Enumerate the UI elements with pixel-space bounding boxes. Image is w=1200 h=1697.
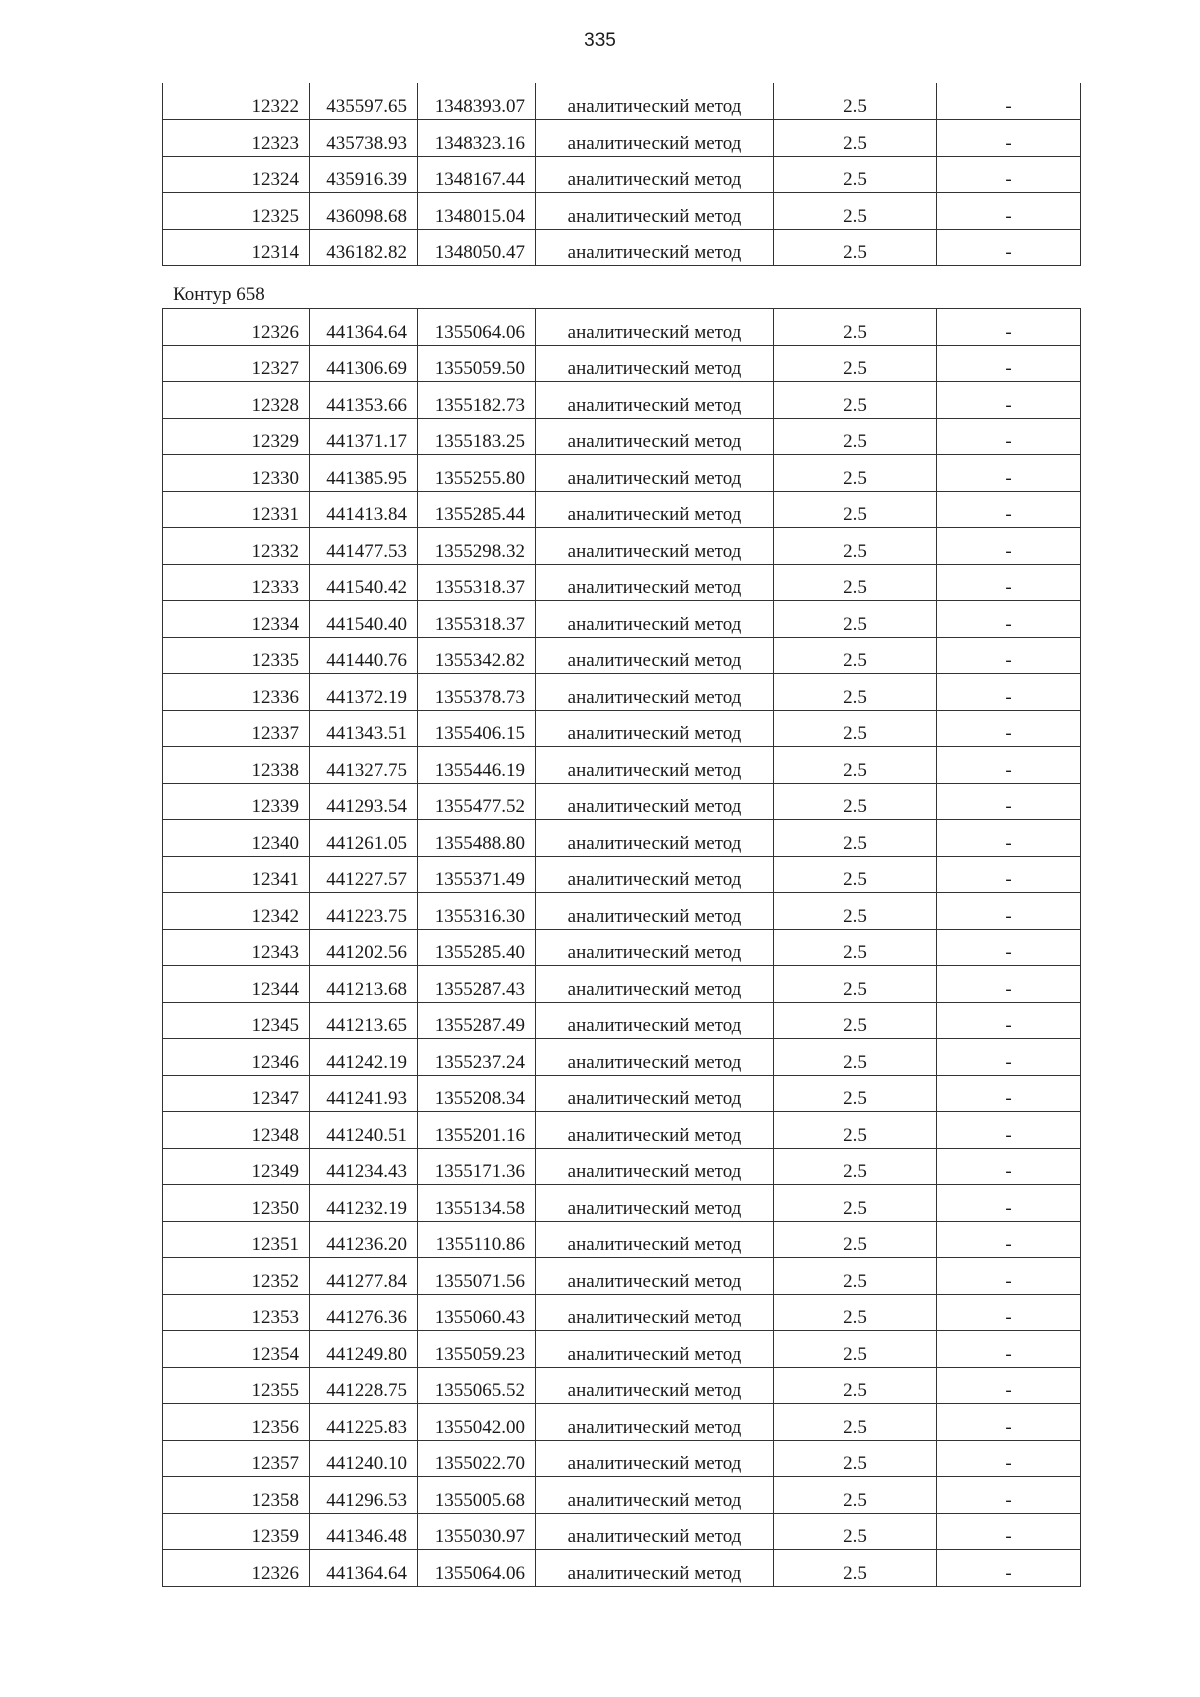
description-cell: - [937, 1294, 1081, 1331]
y-coordinate-cell: 1355042.00 [418, 1404, 536, 1441]
point-number-cell: 12329 [163, 418, 310, 455]
table-row [163, 1550, 1081, 1587]
x-coordinate-cell: 436098.68 [310, 193, 418, 230]
table-row [163, 1513, 1081, 1550]
table-row [163, 1075, 1081, 1112]
table-row [163, 1148, 1081, 1185]
method-cell: аналитический метод [536, 929, 774, 966]
precision-cell: 2.5 [774, 528, 937, 565]
description-cell: - [937, 1002, 1081, 1039]
x-coordinate-cell: 441242.19 [310, 1039, 418, 1076]
description-cell: - [937, 1513, 1081, 1550]
x-coordinate-cell: 441232.19 [310, 1185, 418, 1222]
table-row [163, 1039, 1081, 1076]
precision-cell: 2.5 [774, 820, 937, 857]
description-cell: - [937, 929, 1081, 966]
precision-cell: 2.5 [774, 1039, 937, 1076]
table-row [163, 1185, 1081, 1222]
table-row [163, 820, 1081, 857]
x-coordinate-cell: 441261.05 [310, 820, 418, 857]
description-cell: - [937, 309, 1081, 346]
description-cell: - [937, 856, 1081, 893]
method-cell: аналитический метод [536, 382, 774, 419]
description-cell: - [937, 229, 1081, 266]
y-coordinate-cell: 1355208.34 [418, 1075, 536, 1112]
y-coordinate-cell: 1355287.43 [418, 966, 536, 1003]
precision-cell: 2.5 [774, 193, 937, 230]
point-number-cell: 12356 [163, 1404, 310, 1441]
coordinates-table-continued [162, 83, 1081, 266]
precision-cell: 2.5 [774, 229, 937, 266]
method-cell: аналитический метод [536, 345, 774, 382]
x-coordinate-cell: 441202.56 [310, 929, 418, 966]
precision-cell: 2.5 [774, 1002, 937, 1039]
precision-cell: 2.5 [774, 637, 937, 674]
table-row [163, 856, 1081, 893]
precision-cell: 2.5 [774, 120, 937, 157]
table-row [163, 1112, 1081, 1149]
point-number-cell: 12344 [163, 966, 310, 1003]
method-cell: аналитический метод [536, 418, 774, 455]
point-number-cell: 12352 [163, 1258, 310, 1295]
table-row [163, 229, 1081, 266]
point-number-cell: 12339 [163, 783, 310, 820]
method-cell: аналитический метод [536, 1185, 774, 1222]
point-number-cell: 12332 [163, 528, 310, 565]
x-coordinate-cell: 441364.64 [310, 309, 418, 346]
description-cell: - [937, 1039, 1081, 1076]
description-cell: - [937, 783, 1081, 820]
precision-cell: 2.5 [774, 1221, 937, 1258]
table-row [163, 601, 1081, 638]
table-row [163, 637, 1081, 674]
description-cell: - [937, 382, 1081, 419]
precision-cell: 2.5 [774, 1185, 937, 1222]
precision-cell: 2.5 [774, 893, 937, 930]
x-coordinate-cell: 441540.42 [310, 564, 418, 601]
description-cell: - [937, 83, 1081, 120]
y-coordinate-cell: 1355298.32 [418, 528, 536, 565]
method-cell: аналитический метод [536, 1039, 774, 1076]
point-number-cell: 12347 [163, 1075, 310, 1112]
table-row [163, 382, 1081, 419]
description-cell: - [937, 156, 1081, 193]
description-cell: - [937, 528, 1081, 565]
description-cell: - [937, 345, 1081, 382]
point-number-cell: 12336 [163, 674, 310, 711]
description-cell: - [937, 674, 1081, 711]
description-cell: - [937, 564, 1081, 601]
table-row [163, 1367, 1081, 1404]
description-cell: - [937, 120, 1081, 157]
precision-cell: 2.5 [774, 382, 937, 419]
x-coordinate-cell: 435597.65 [310, 83, 418, 120]
precision-cell: 2.5 [774, 1331, 937, 1368]
description-cell: - [937, 1148, 1081, 1185]
point-number-cell: 12335 [163, 637, 310, 674]
point-number-cell: 12333 [163, 564, 310, 601]
table-row [163, 83, 1081, 120]
point-number-cell: 12325 [163, 193, 310, 230]
x-coordinate-cell: 441346.48 [310, 1513, 418, 1550]
x-coordinate-cell: 441306.69 [310, 345, 418, 382]
method-cell: аналитический метод [536, 1294, 774, 1331]
point-number-cell: 12324 [163, 156, 310, 193]
method-cell: аналитический метод [536, 783, 774, 820]
precision-cell: 2.5 [774, 856, 937, 893]
table-row [163, 1440, 1081, 1477]
point-number-cell: 12346 [163, 1039, 310, 1076]
method-cell: аналитический метод [536, 856, 774, 893]
x-coordinate-cell: 435738.93 [310, 120, 418, 157]
description-cell: - [937, 966, 1081, 1003]
table-row [163, 345, 1081, 382]
description-cell: - [937, 418, 1081, 455]
y-coordinate-cell: 1355488.80 [418, 820, 536, 857]
table-row [163, 156, 1081, 193]
y-coordinate-cell: 1348050.47 [418, 229, 536, 266]
method-cell: аналитический метод [536, 193, 774, 230]
precision-cell: 2.5 [774, 156, 937, 193]
table-row [163, 747, 1081, 784]
table-row [163, 120, 1081, 157]
description-cell: - [937, 710, 1081, 747]
x-coordinate-cell: 441540.40 [310, 601, 418, 638]
y-coordinate-cell: 1355316.30 [418, 893, 536, 930]
y-coordinate-cell: 1348015.04 [418, 193, 536, 230]
method-cell: аналитический метод [536, 528, 774, 565]
method-cell: аналитический метод [536, 1367, 774, 1404]
x-coordinate-cell: 441296.53 [310, 1477, 418, 1514]
x-coordinate-cell: 441371.17 [310, 418, 418, 455]
point-number-cell: 12326 [163, 1550, 310, 1587]
precision-cell: 2.5 [774, 747, 937, 784]
precision-cell: 2.5 [774, 1148, 937, 1185]
precision-cell: 2.5 [774, 966, 937, 1003]
table-row [163, 528, 1081, 565]
method-cell: аналитический метод [536, 893, 774, 930]
precision-cell: 2.5 [774, 1112, 937, 1149]
description-cell: - [937, 637, 1081, 674]
y-coordinate-cell: 1355005.68 [418, 1477, 536, 1514]
description-cell: - [937, 747, 1081, 784]
description-cell: - [937, 820, 1081, 857]
method-cell: аналитический метод [536, 309, 774, 346]
method-cell: аналитический метод [536, 820, 774, 857]
x-coordinate-cell: 441241.93 [310, 1075, 418, 1112]
precision-cell: 2.5 [774, 1258, 937, 1295]
table-row [163, 418, 1081, 455]
precision-cell: 2.5 [774, 1513, 937, 1550]
point-number-cell: 12322 [163, 83, 310, 120]
x-coordinate-cell: 441353.66 [310, 382, 418, 419]
y-coordinate-cell: 1355318.37 [418, 601, 536, 638]
table-row [163, 491, 1081, 528]
x-coordinate-cell: 441413.84 [310, 491, 418, 528]
point-number-cell: 12330 [163, 455, 310, 492]
precision-cell: 2.5 [774, 491, 937, 528]
point-number-cell: 12331 [163, 491, 310, 528]
point-number-cell: 12338 [163, 747, 310, 784]
x-coordinate-cell: 441277.84 [310, 1258, 418, 1295]
table-row [163, 1258, 1081, 1295]
y-coordinate-cell: 1348167.44 [418, 156, 536, 193]
precision-cell: 2.5 [774, 929, 937, 966]
point-number-cell: 12353 [163, 1294, 310, 1331]
precision-cell: 2.5 [774, 309, 937, 346]
precision-cell: 2.5 [774, 83, 937, 120]
y-coordinate-cell: 1355110.86 [418, 1221, 536, 1258]
method-cell: аналитический метод [536, 229, 774, 266]
description-cell: - [937, 455, 1081, 492]
y-coordinate-cell: 1355318.37 [418, 564, 536, 601]
precision-cell: 2.5 [774, 564, 937, 601]
x-coordinate-cell: 441385.95 [310, 455, 418, 492]
x-coordinate-cell: 441327.75 [310, 747, 418, 784]
point-number-cell: 12350 [163, 1185, 310, 1222]
description-cell: - [937, 1404, 1081, 1441]
x-coordinate-cell: 441213.68 [310, 966, 418, 1003]
method-cell: аналитический метод [536, 1258, 774, 1295]
point-number-cell: 12355 [163, 1367, 310, 1404]
table-row [163, 309, 1081, 346]
method-cell: аналитический метод [536, 1075, 774, 1112]
point-number-cell: 12342 [163, 893, 310, 930]
table-row [163, 674, 1081, 711]
y-coordinate-cell: 1355134.58 [418, 1185, 536, 1222]
x-coordinate-cell: 435916.39 [310, 156, 418, 193]
y-coordinate-cell: 1355285.40 [418, 929, 536, 966]
point-number-cell: 12323 [163, 120, 310, 157]
point-number-cell: 12340 [163, 820, 310, 857]
description-cell: - [937, 1550, 1081, 1587]
point-number-cell: 12341 [163, 856, 310, 893]
method-cell: аналитический метод [536, 491, 774, 528]
table-row [163, 1404, 1081, 1441]
method-cell: аналитический метод [536, 637, 774, 674]
method-cell: аналитический метод [536, 601, 774, 638]
precision-cell: 2.5 [774, 1477, 937, 1514]
x-coordinate-cell: 441228.75 [310, 1367, 418, 1404]
y-coordinate-cell: 1355378.73 [418, 674, 536, 711]
method-cell: аналитический метод [536, 747, 774, 784]
point-number-cell: 12348 [163, 1112, 310, 1149]
x-coordinate-cell: 441343.51 [310, 710, 418, 747]
method-cell: аналитический метод [536, 966, 774, 1003]
page-number: 335 [584, 30, 616, 51]
y-coordinate-cell: 1355071.56 [418, 1258, 536, 1295]
point-number-cell: 12358 [163, 1477, 310, 1514]
y-coordinate-cell: 1355201.16 [418, 1112, 536, 1149]
point-number-cell: 12357 [163, 1440, 310, 1477]
y-coordinate-cell: 1355182.73 [418, 382, 536, 419]
description-cell: - [937, 601, 1081, 638]
table-row [163, 710, 1081, 747]
y-coordinate-cell: 1355030.97 [418, 1513, 536, 1550]
description-cell: - [937, 1112, 1081, 1149]
point-number-cell: 12327 [163, 345, 310, 382]
x-coordinate-cell: 441293.54 [310, 783, 418, 820]
y-coordinate-cell: 1355183.25 [418, 418, 536, 455]
x-coordinate-cell: 441240.51 [310, 1112, 418, 1149]
table-row [163, 193, 1081, 230]
y-coordinate-cell: 1355060.43 [418, 1294, 536, 1331]
table-row [163, 1294, 1081, 1331]
table-row [163, 1221, 1081, 1258]
y-coordinate-cell: 1355477.52 [418, 783, 536, 820]
method-cell: аналитический метод [536, 564, 774, 601]
description-cell: - [937, 1331, 1081, 1368]
point-number-cell: 12337 [163, 710, 310, 747]
table-row [163, 893, 1081, 930]
description-cell: - [937, 1367, 1081, 1404]
method-cell: аналитический метод [536, 455, 774, 492]
table-row [163, 455, 1081, 492]
precision-cell: 2.5 [774, 1367, 937, 1404]
y-coordinate-cell: 1355171.36 [418, 1148, 536, 1185]
method-cell: аналитический метод [536, 1477, 774, 1514]
table-row [163, 929, 1081, 966]
precision-cell: 2.5 [774, 601, 937, 638]
method-cell: аналитический метод [536, 674, 774, 711]
method-cell: аналитический метод [536, 1148, 774, 1185]
contour-label: Контур 658 [173, 284, 265, 305]
description-cell: - [937, 491, 1081, 528]
description-cell: - [937, 193, 1081, 230]
y-coordinate-cell: 1355406.15 [418, 710, 536, 747]
point-number-cell: 12343 [163, 929, 310, 966]
y-coordinate-cell: 1355287.49 [418, 1002, 536, 1039]
point-number-cell: 12326 [163, 309, 310, 346]
precision-cell: 2.5 [774, 455, 937, 492]
precision-cell: 2.5 [774, 1550, 937, 1587]
description-cell: - [937, 893, 1081, 930]
method-cell: аналитический метод [536, 710, 774, 747]
y-coordinate-cell: 1355237.24 [418, 1039, 536, 1076]
description-cell: - [937, 1440, 1081, 1477]
point-number-cell: 12334 [163, 601, 310, 638]
y-coordinate-cell: 1355064.06 [418, 1550, 536, 1587]
y-coordinate-cell: 1355342.82 [418, 637, 536, 674]
x-coordinate-cell: 441236.20 [310, 1221, 418, 1258]
y-coordinate-cell: 1348393.07 [418, 83, 536, 120]
precision-cell: 2.5 [774, 710, 937, 747]
method-cell: аналитический метод [536, 1404, 774, 1441]
description-cell: - [937, 1477, 1081, 1514]
method-cell: аналитический метод [536, 1002, 774, 1039]
precision-cell: 2.5 [774, 345, 937, 382]
precision-cell: 2.5 [774, 418, 937, 455]
contour-coordinates-table [162, 308, 1081, 1587]
method-cell: аналитический метод [536, 1550, 774, 1587]
point-number-cell: 12345 [163, 1002, 310, 1039]
x-coordinate-cell: 441276.36 [310, 1294, 418, 1331]
table-row [163, 1477, 1081, 1514]
method-cell: аналитический метод [536, 1221, 774, 1258]
x-coordinate-cell: 441240.10 [310, 1440, 418, 1477]
precision-cell: 2.5 [774, 1294, 937, 1331]
y-coordinate-cell: 1348323.16 [418, 120, 536, 157]
x-coordinate-cell: 441440.76 [310, 637, 418, 674]
point-number-cell: 12354 [163, 1331, 310, 1368]
method-cell: аналитический метод [536, 1513, 774, 1550]
x-coordinate-cell: 441213.65 [310, 1002, 418, 1039]
point-number-cell: 12351 [163, 1221, 310, 1258]
y-coordinate-cell: 1355065.52 [418, 1367, 536, 1404]
description-cell: - [937, 1258, 1081, 1295]
description-cell: - [937, 1075, 1081, 1112]
y-coordinate-cell: 1355371.49 [418, 856, 536, 893]
method-cell: аналитический метод [536, 1440, 774, 1477]
x-coordinate-cell: 441372.19 [310, 674, 418, 711]
y-coordinate-cell: 1355446.19 [418, 747, 536, 784]
table-row [163, 966, 1081, 1003]
table-row [163, 783, 1081, 820]
method-cell: аналитический метод [536, 1112, 774, 1149]
x-coordinate-cell: 441223.75 [310, 893, 418, 930]
point-number-cell: 12314 [163, 229, 310, 266]
precision-cell: 2.5 [774, 1440, 937, 1477]
x-coordinate-cell: 441249.80 [310, 1331, 418, 1368]
method-cell: аналитический метод [536, 120, 774, 157]
y-coordinate-cell: 1355255.80 [418, 455, 536, 492]
y-coordinate-cell: 1355059.23 [418, 1331, 536, 1368]
y-coordinate-cell: 1355059.50 [418, 345, 536, 382]
x-coordinate-cell: 441234.43 [310, 1148, 418, 1185]
description-cell: - [937, 1221, 1081, 1258]
x-coordinate-cell: 436182.82 [310, 229, 418, 266]
x-coordinate-cell: 441364.64 [310, 1550, 418, 1587]
method-cell: аналитический метод [536, 156, 774, 193]
y-coordinate-cell: 1355285.44 [418, 491, 536, 528]
method-cell: аналитический метод [536, 1331, 774, 1368]
precision-cell: 2.5 [774, 1075, 937, 1112]
x-coordinate-cell: 441477.53 [310, 528, 418, 565]
point-number-cell: 12349 [163, 1148, 310, 1185]
point-number-cell: 12328 [163, 382, 310, 419]
description-cell: - [937, 1185, 1081, 1222]
x-coordinate-cell: 441225.83 [310, 1404, 418, 1441]
precision-cell: 2.5 [774, 674, 937, 711]
table-row [163, 564, 1081, 601]
table-row [163, 1002, 1081, 1039]
point-number-cell: 12359 [163, 1513, 310, 1550]
precision-cell: 2.5 [774, 1404, 937, 1441]
precision-cell: 2.5 [774, 783, 937, 820]
method-cell: аналитический метод [536, 83, 774, 120]
y-coordinate-cell: 1355064.06 [418, 309, 536, 346]
y-coordinate-cell: 1355022.70 [418, 1440, 536, 1477]
table-row [163, 1331, 1081, 1368]
x-coordinate-cell: 441227.57 [310, 856, 418, 893]
